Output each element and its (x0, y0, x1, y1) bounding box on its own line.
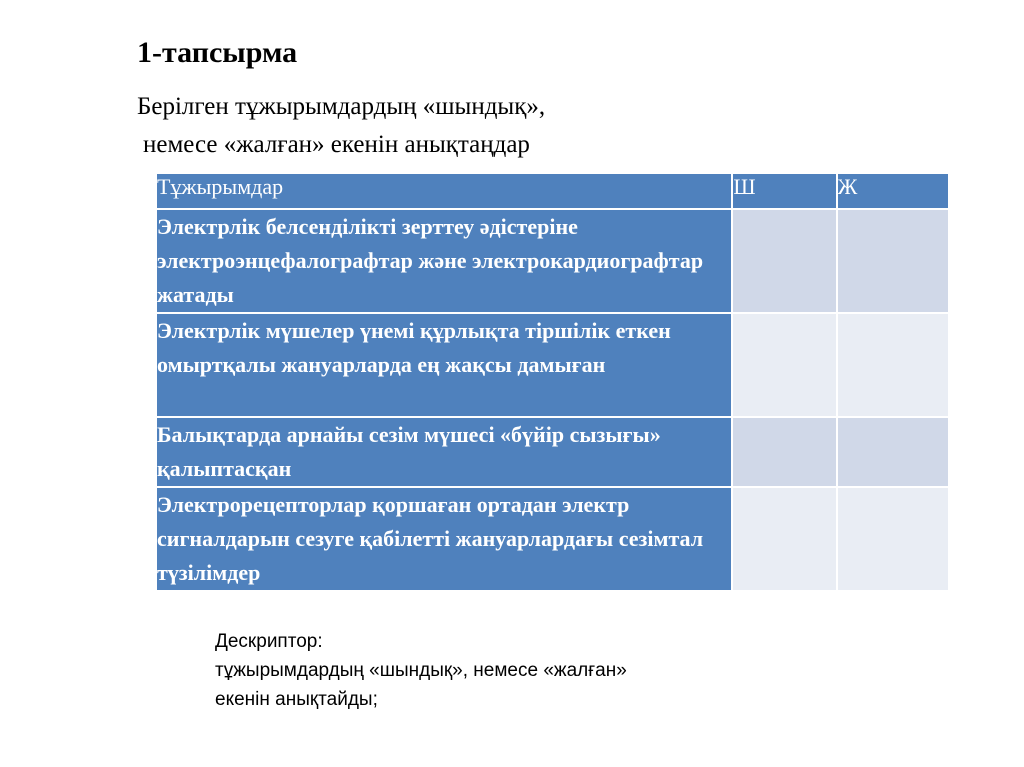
true-answer-cell[interactable] (732, 417, 836, 487)
statement-cell: Электрорецепторлар қоршаған ортадан электр сигналдарын сезуге қабілетті жануарлардағы сезімтал түзілімдер (156, 487, 732, 591)
header-false: Ж (837, 173, 949, 209)
false-answer-cell[interactable] (837, 417, 949, 487)
header-statements: Тұжырымдар (156, 173, 732, 209)
true-answer-cell[interactable] (732, 209, 836, 313)
task-instruction (137, 88, 545, 164)
table-row (156, 209, 949, 313)
table-row (156, 313, 949, 417)
false-answer-cell[interactable] (837, 209, 949, 313)
instruction-line-2: немесе «жалған» екенін анықтаңдар (143, 131, 530, 158)
descriptor-line-1: тұжырымдардың «шындық», немесе «жалған» (215, 660, 627, 681)
instruction-line-1: Берілген тұжырымдардың «шындық», (137, 93, 546, 120)
statements-table (155, 172, 950, 592)
descriptor-line-2: екенін анықтайды; (215, 689, 378, 710)
descriptor-block (215, 627, 627, 714)
statement-cell: Электрлік мүшелер үнемі құрлықта тіршілік еткен омыртқалы жануарларда ең жақсы дамыған (156, 313, 732, 417)
statement-cell: Балықтарда арнайы сезім мүшесі «бүйір сызығы» қалыптасқан (156, 417, 732, 487)
true-answer-cell[interactable] (732, 313, 836, 417)
true-answer-cell[interactable] (732, 487, 836, 591)
table-header-row (156, 173, 949, 209)
page-title: 1-тапсырма (137, 36, 298, 69)
table-row (156, 417, 949, 487)
false-answer-cell[interactable] (837, 487, 949, 591)
statement-cell: Электрлік белсенділікті зерттеу әдістеріне электроэнцефалографтар және электрокардиографтар жатады (156, 209, 732, 313)
false-answer-cell[interactable] (837, 313, 949, 417)
descriptor-label: Дескриптор: (215, 631, 323, 652)
table-row (156, 487, 949, 591)
header-true: Ш (732, 173, 836, 209)
